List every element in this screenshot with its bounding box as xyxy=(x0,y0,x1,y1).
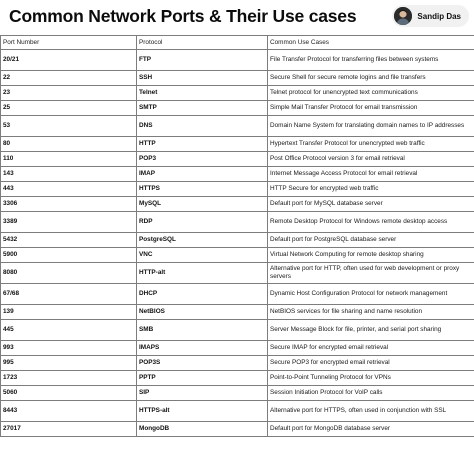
protocol-cell: DHCP xyxy=(137,284,268,305)
port-cell: 1723 xyxy=(1,371,137,386)
protocol-cell: PPTP xyxy=(137,371,268,386)
protocol-cell: IMAP xyxy=(137,167,268,182)
table-row xyxy=(1,197,474,212)
protocol-cell: NetBIOS xyxy=(137,305,268,320)
ports-table-container xyxy=(0,35,474,437)
use-case-cell: Session Initiation Protocol for VoIP calls xyxy=(268,386,474,401)
protocol-cell: IMAPS xyxy=(137,341,268,356)
use-case-cell: Secure POP3 for encrypted email retrieval xyxy=(268,356,474,371)
port-cell: 8443 xyxy=(1,401,137,422)
use-case-cell: Secure IMAP for encrypted email retrieval xyxy=(268,341,474,356)
use-case-cell: Post Office Protocol version 3 for email retrieval xyxy=(268,152,474,167)
port-cell: 443 xyxy=(1,182,137,197)
protocol-cell: Telnet xyxy=(137,86,268,101)
protocol-cell: HTTP-alt xyxy=(137,263,268,284)
table-row xyxy=(1,116,474,137)
table-row xyxy=(1,305,474,320)
use-case-cell: Remote Desktop Protocol for Windows remote desktop access xyxy=(268,212,474,233)
protocol-cell: POP3S xyxy=(137,356,268,371)
table-row xyxy=(1,86,474,101)
table-header-row xyxy=(1,36,474,50)
column-header-port: Port Number xyxy=(1,36,137,50)
use-case-cell: HTTP Secure for encrypted web traffic xyxy=(268,182,474,197)
author-name: Sandip Das xyxy=(417,11,461,21)
table-row xyxy=(1,422,474,437)
table-row xyxy=(1,386,474,401)
protocol-cell: PostgreSQL xyxy=(137,233,268,248)
port-cell: 110 xyxy=(1,152,137,167)
port-cell: 5900 xyxy=(1,248,137,263)
protocol-cell: FTP xyxy=(137,50,268,71)
protocol-cell: MongoDB xyxy=(137,422,268,437)
use-case-cell: Point-to-Point Tunneling Protocol for VPNs xyxy=(268,371,474,386)
table-row xyxy=(1,152,474,167)
use-case-cell: Alternative port for HTTPS, often used in conjunction with SSL xyxy=(268,401,474,422)
table-row xyxy=(1,50,474,71)
use-case-cell: Server Message Block for file, printer, and serial port sharing xyxy=(268,320,474,341)
protocol-cell: MySQL xyxy=(137,197,268,212)
table-row xyxy=(1,320,474,341)
port-cell: 53 xyxy=(1,116,137,137)
port-cell: 25 xyxy=(1,101,137,116)
port-cell: 22 xyxy=(1,71,137,86)
port-cell: 995 xyxy=(1,356,137,371)
table-row xyxy=(1,341,474,356)
table-row xyxy=(1,71,474,86)
use-case-cell: Default port for MongoDB database server xyxy=(268,422,474,437)
use-case-cell: File Transfer Protocol for transferring files between systems xyxy=(268,50,474,71)
table-body xyxy=(1,50,474,437)
protocol-cell: DNS xyxy=(137,116,268,137)
table-row xyxy=(1,263,474,284)
table-row xyxy=(1,284,474,305)
author-badge xyxy=(392,5,469,27)
protocol-cell: VNC xyxy=(137,248,268,263)
protocol-cell: HTTPS-alt xyxy=(137,401,268,422)
table-row xyxy=(1,371,474,386)
port-cell: 23 xyxy=(1,86,137,101)
port-cell: 139 xyxy=(1,305,137,320)
table-row xyxy=(1,248,474,263)
use-case-cell: Telnet protocol for unencrypted text communications xyxy=(268,86,474,101)
use-case-cell: Secure Shell for secure remote logins and file transfers xyxy=(268,71,474,86)
use-case-cell: Hypertext Transfer Protocol for unencrypted web traffic xyxy=(268,137,474,152)
ports-table xyxy=(0,35,474,437)
port-cell: 80 xyxy=(1,137,137,152)
port-cell: 445 xyxy=(1,320,137,341)
page-header xyxy=(0,0,474,34)
protocol-cell: POP3 xyxy=(137,152,268,167)
table-row xyxy=(1,167,474,182)
use-case-cell: Simple Mail Transfer Protocol for email transmission xyxy=(268,101,474,116)
page-title: Common Network Ports & Their Use cases xyxy=(9,6,357,26)
use-case-cell: Alternative port for HTTP, often used for web development or proxy servers xyxy=(268,263,474,284)
column-header-use-cases: Common Use Cases xyxy=(268,36,474,50)
port-cell: 27017 xyxy=(1,422,137,437)
port-cell: 3389 xyxy=(1,212,137,233)
protocol-cell: SSH xyxy=(137,71,268,86)
column-header-protocol: Protocol xyxy=(137,36,268,50)
table-row xyxy=(1,212,474,233)
port-cell: 993 xyxy=(1,341,137,356)
table-row xyxy=(1,101,474,116)
protocol-cell: HTTPS xyxy=(137,182,268,197)
avatar-person-icon xyxy=(394,7,412,25)
table-row xyxy=(1,401,474,422)
use-case-cell: Internet Message Access Protocol for email retrieval xyxy=(268,167,474,182)
use-case-cell: NetBIOS services for file sharing and name resolution xyxy=(268,305,474,320)
use-case-cell: Default port for MySQL database server xyxy=(268,197,474,212)
table-row xyxy=(1,182,474,197)
use-case-cell: Domain Name System for translating domain names to IP addresses xyxy=(268,116,474,137)
protocol-cell: SMTP xyxy=(137,101,268,116)
port-cell: 67/68 xyxy=(1,284,137,305)
use-case-cell: Dynamic Host Configuration Protocol for network management xyxy=(268,284,474,305)
port-cell: 20/21 xyxy=(1,50,137,71)
protocol-cell: SMB xyxy=(137,320,268,341)
port-cell: 143 xyxy=(1,167,137,182)
table-row xyxy=(1,137,474,152)
avatar xyxy=(394,7,412,25)
protocol-cell: RDP xyxy=(137,212,268,233)
port-cell: 5432 xyxy=(1,233,137,248)
port-cell: 3306 xyxy=(1,197,137,212)
use-case-cell: Default port for PostgreSQL database server xyxy=(268,233,474,248)
port-cell: 5060 xyxy=(1,386,137,401)
protocol-cell: SIP xyxy=(137,386,268,401)
table-row xyxy=(1,356,474,371)
table-row xyxy=(1,233,474,248)
port-cell: 8080 xyxy=(1,263,137,284)
use-case-cell: Virtual Network Computing for remote desktop sharing xyxy=(268,248,474,263)
protocol-cell: HTTP xyxy=(137,137,268,152)
